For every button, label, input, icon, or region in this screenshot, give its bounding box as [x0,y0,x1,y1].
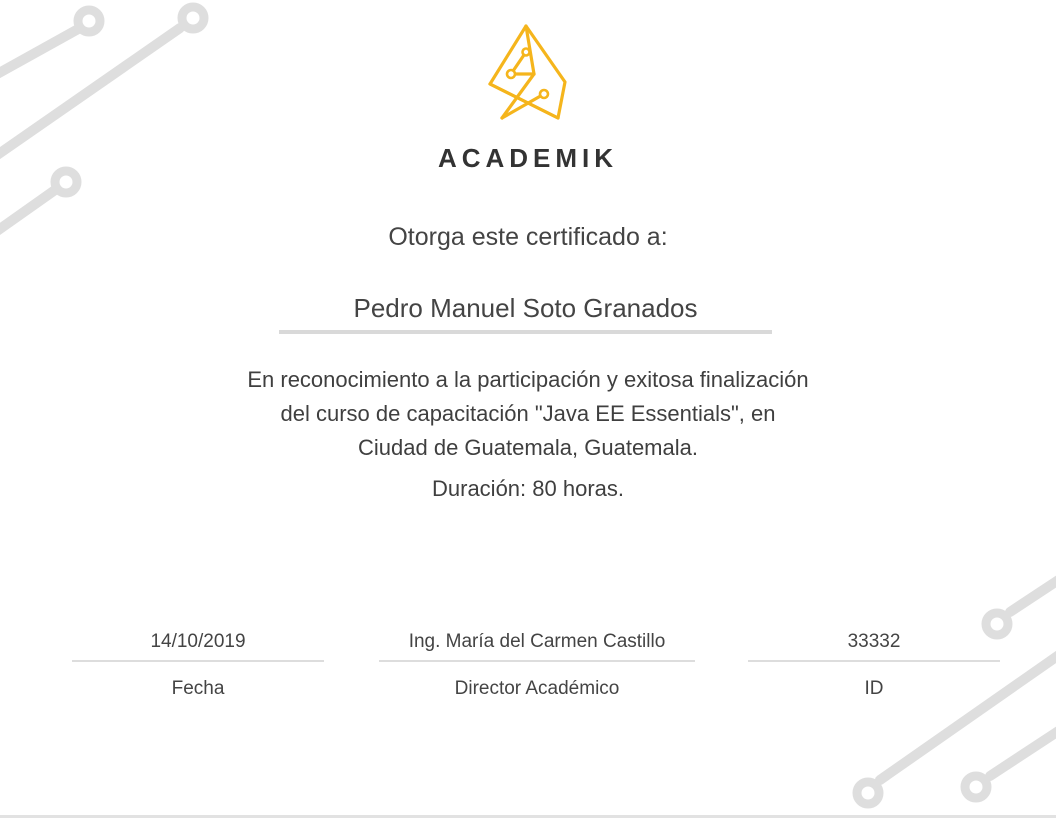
director-label: Director Académico [454,678,620,699]
signature-director [379,631,695,700]
geometric-star-logo [478,22,578,126]
duration-text: Duración: 80 horas. [432,476,624,501]
signature-id [748,631,1000,700]
recognition-line: En reconocimiento a la participación y exitosa finalización [247,367,809,392]
id-value: 33332 [748,631,1000,662]
date-value: 14/10/2019 [72,631,324,662]
grant-text: Otorga este certificado a: [388,223,668,251]
id-label: ID [864,678,884,699]
recognition-line: Ciudad de Guatemala, Guatemala. [358,435,698,460]
signature-date [72,631,324,700]
recognition-line: del curso de capacitación "Java EE Essentials", en [280,401,776,426]
brand-name: ACADEMIK [437,143,619,173]
recipient-name: Pedro Manuel Soto Granados [279,293,772,334]
director-name: Ing. María del Carmen Castillo [379,631,695,662]
recognition-text [0,363,1056,465]
date-label: Fecha [171,678,225,699]
